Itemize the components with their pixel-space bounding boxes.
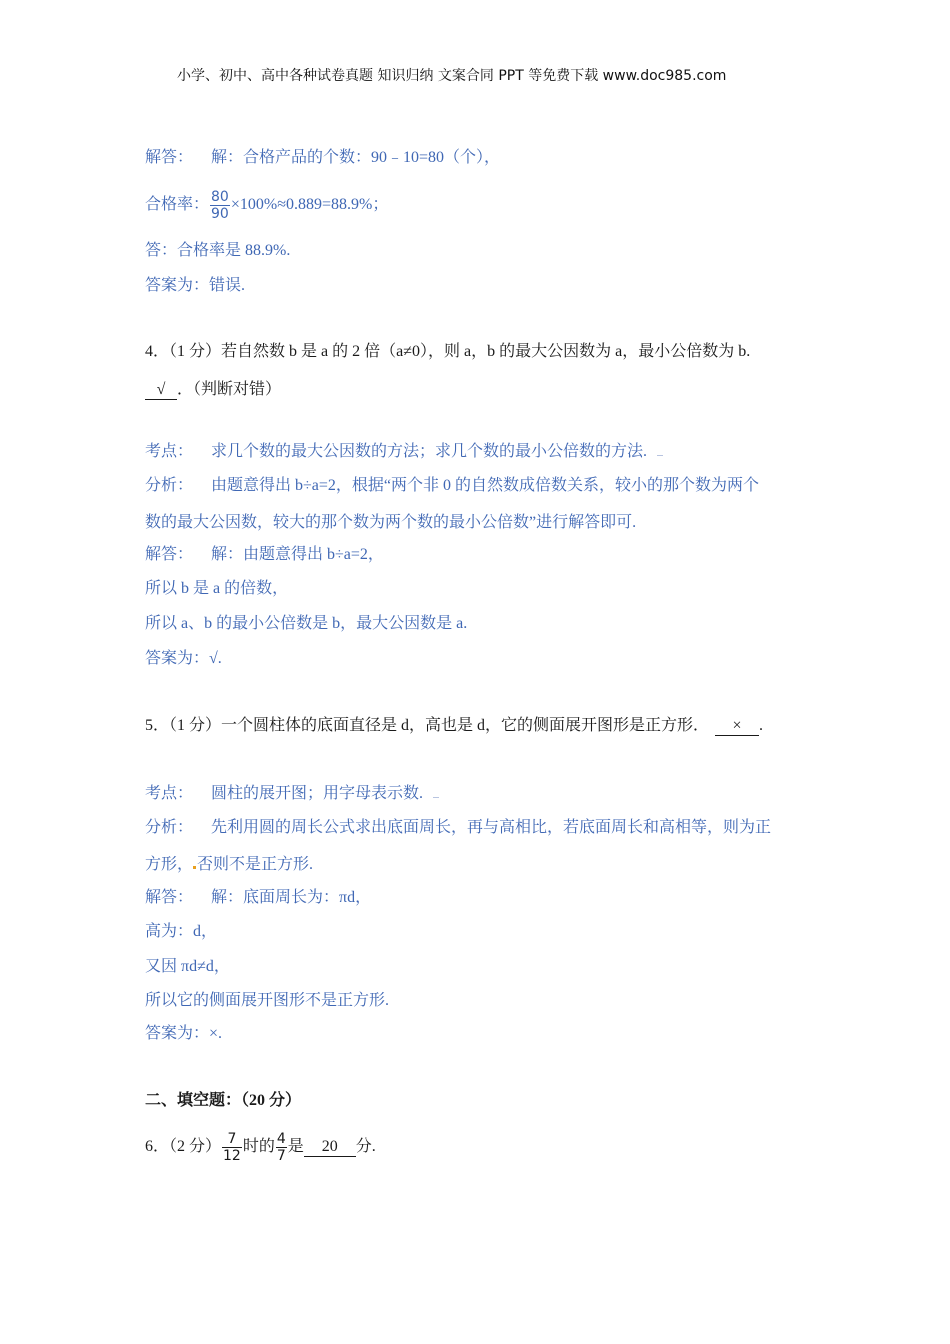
q4-kaodian xyxy=(145,442,663,462)
answer-label: 解答： xyxy=(145,149,194,166)
q6-suffix: 分. xyxy=(355,1138,376,1155)
q4-line2: 所以 b 是 a 的倍数， xyxy=(145,580,289,597)
kaodian-text: 圆柱的展开图；用字母表示数. xyxy=(211,785,424,802)
page-header: 小学、初中、高中各种试卷真题 知识归纳 文案合同 PPT 等免费下载 www.doc985.com xyxy=(177,68,727,84)
fenxi-text: 先利用圆的周长公式求出底面周长，再与高相比，若底面周长和高相等，则为正 xyxy=(211,819,772,836)
q5-stem: 5．（1 分）一个圆柱体的底面直径是 d，高也是 d，它的侧面展开图形是正方形． xyxy=(145,717,710,734)
q6-stem-line xyxy=(145,1127,376,1167)
rate-fraction xyxy=(210,189,230,222)
answer-text: 解：合格产品的个数：90﹣10=80（个）， xyxy=(211,149,501,166)
q4-stem-tail: ．（判断对错） xyxy=(177,381,282,398)
q5-line4: 所以它的侧面展开图形不是正方形. xyxy=(145,992,390,1009)
q5-jieda xyxy=(145,888,371,908)
q6-prefix: 6．（2 分） xyxy=(145,1138,222,1155)
rate-prefix: 合格率： xyxy=(145,196,210,213)
q5-stem-line xyxy=(145,716,763,736)
fenxi-cont-a: 方形， xyxy=(145,856,194,873)
q3-rate-line xyxy=(145,185,388,225)
q6-answer-blank: 20 xyxy=(304,1138,356,1157)
q3-final-answer: 答案为：错误. xyxy=(145,277,246,294)
orange-dot-mark xyxy=(193,866,196,869)
q4-fenxi xyxy=(145,476,759,496)
fenxi-text: 由题意得出 b÷a=2，根据“两个非 0 的自然数成倍数关系，较小的那个数为两个 xyxy=(211,477,760,494)
q4-line3: 所以 a、b 的最小公倍数是 b，最大公因数是 a. xyxy=(145,615,468,632)
jieda-text: 解：由题意得出 b÷a=2， xyxy=(211,546,384,563)
rate-suffix: ×100%≈0.889=88.9%； xyxy=(230,196,389,213)
trailing-mark xyxy=(657,445,663,456)
q5-fenxi-cont xyxy=(145,855,313,875)
fenxi-label: 分析： xyxy=(145,819,194,836)
q4-jieda xyxy=(145,545,384,565)
rate-fraction-numerator: 80 xyxy=(211,188,229,205)
q4-answer-blank: √ xyxy=(145,381,177,400)
q6-mid-1: 时的 xyxy=(242,1138,275,1155)
jieda-text: 解：底面周长为：πd， xyxy=(211,889,372,906)
trailing-mark xyxy=(433,787,439,798)
q5-final-answer: 答案为：×. xyxy=(145,1025,223,1042)
fenxi-cont-b: 否则不是正方形. xyxy=(197,856,314,873)
q4-stem: 4．（1 分）若自然数 b 是 a 的 2 倍（a≠0），则 a，b 的最大公因数为 a，最小公倍数为 b. xyxy=(145,343,751,360)
kaodian-label: 考点： xyxy=(145,443,194,460)
q4-final-answer: 答案为：√. xyxy=(145,650,222,667)
q6-fraction-1-denominator: 12 xyxy=(223,1147,241,1164)
q5-line3: 又因 πd≠d， xyxy=(145,958,230,975)
q6-mid-2: 是 xyxy=(287,1138,304,1155)
jieda-label: 解答： xyxy=(145,889,194,906)
q3-reply: 答：合格率是 88.9%. xyxy=(145,242,291,259)
q5-fenxi xyxy=(145,818,771,838)
kaodian-label: 考点： xyxy=(145,785,194,802)
q4-fenxi-cont: 数的最大公因数，较大的那个数为两个数的最小公倍数”进行解答即可. xyxy=(145,514,637,531)
q3-answer-line xyxy=(145,148,500,168)
rate-fraction-denominator: 90 xyxy=(211,205,229,222)
fenxi-label: 分析： xyxy=(145,477,194,494)
q5-kaodian xyxy=(145,784,439,804)
jieda-label: 解答： xyxy=(145,546,194,563)
q5-line2: 高为：d， xyxy=(145,923,218,940)
q5-answer-blank: × xyxy=(715,717,759,736)
q6-fraction-2-denominator: 7 xyxy=(276,1147,286,1164)
q6-fraction-2-numerator: 4 xyxy=(276,1130,286,1147)
section-title: 二、填空题：（20 分） xyxy=(145,1092,302,1109)
q6-fraction-2 xyxy=(276,1131,287,1164)
q6-fraction-1-numerator: 7 xyxy=(222,1131,242,1148)
q6-fraction-1 xyxy=(222,1131,242,1164)
kaodian-text: 求几个数的最大公因数的方法；求几个数的最小公倍数的方法. xyxy=(211,443,648,460)
q4-answer-line xyxy=(145,380,281,400)
q5-stem-tail: . xyxy=(759,717,764,734)
